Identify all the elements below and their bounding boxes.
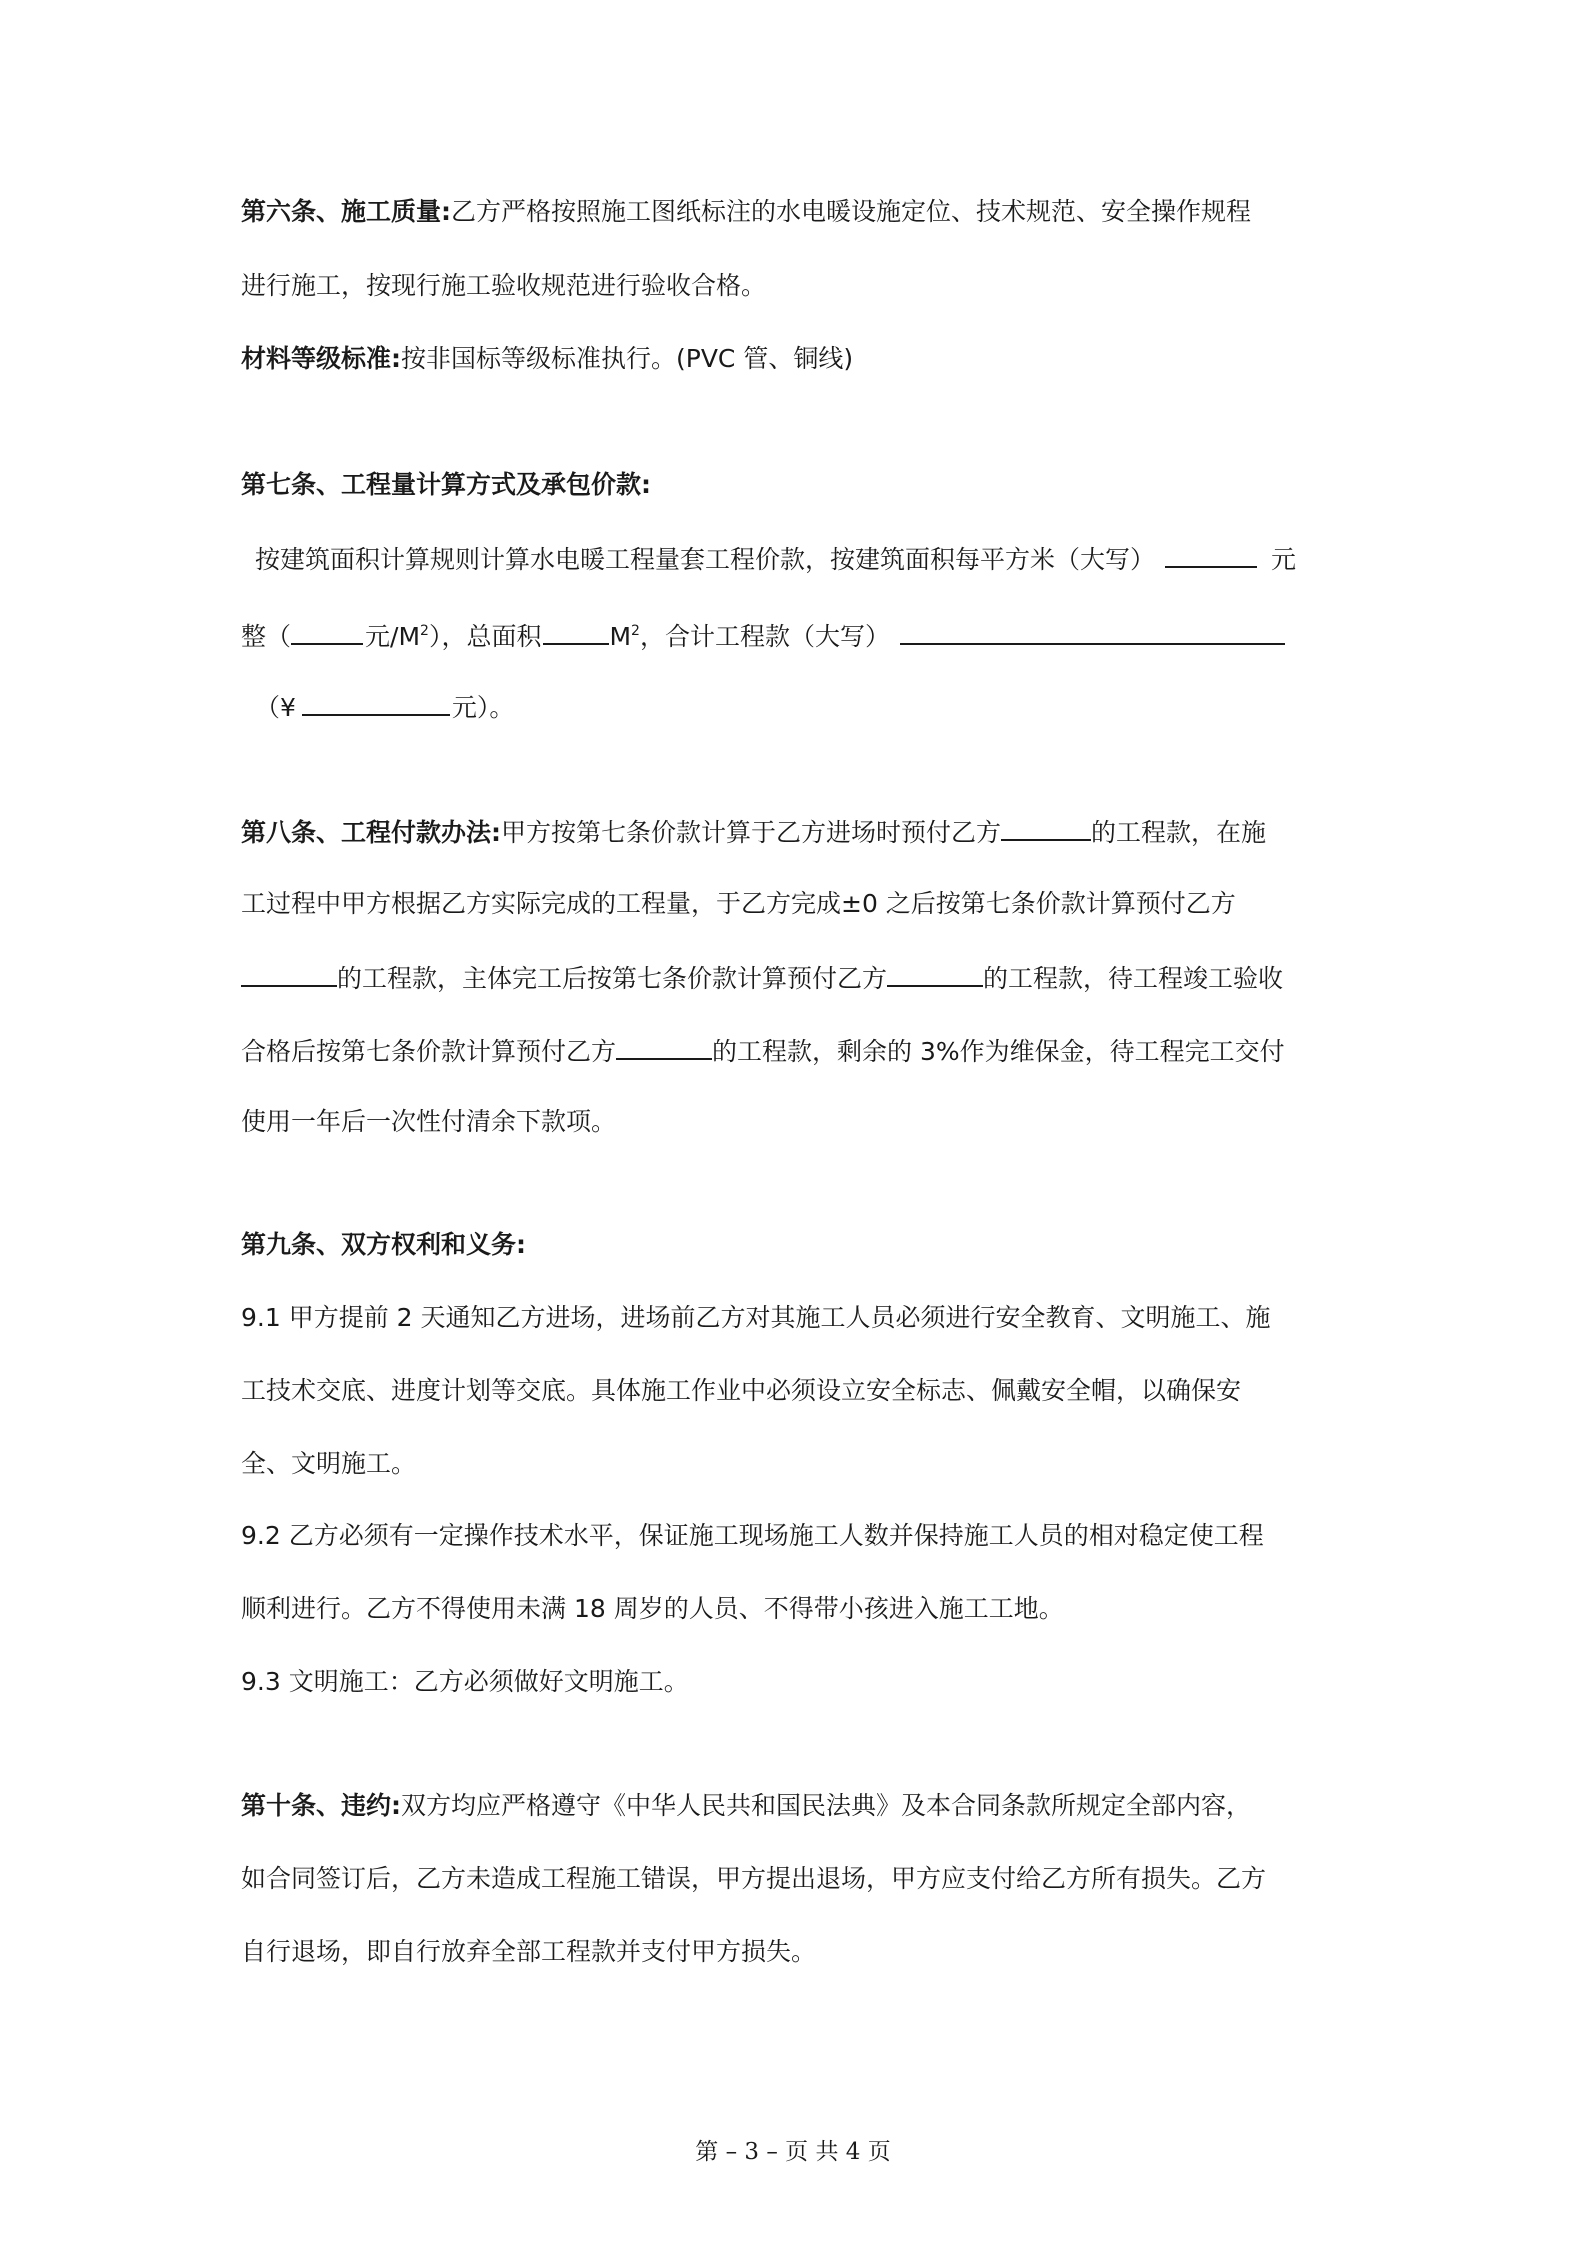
art9-1-line-2: 工技术交底、进度计划等交底。具体施工作业中必须设立安全标志、佩戴安全帽，以确保安 (241, 1376, 1242, 1405)
main-structure-payment-blank[interactable] (887, 959, 983, 987)
art7-total-label: ，合计工程款（大写） (639, 622, 890, 651)
art9-2-line-2: 顺利进行。乙方不得使用未满 18 周岁的人员、不得带小孩进入施工工地。 (241, 1594, 1064, 1623)
art9-3-line: 9.3 文明施工：乙方必须做好文明施工。 (241, 1667, 689, 1696)
art8-text-1a: 甲方按第七条价款计算于乙方进场时预付乙方 (501, 818, 1002, 847)
art7-yuan: 元 (1271, 545, 1297, 574)
art7-yuan-end: 元）。 (451, 693, 515, 722)
art10-line-1 (241, 1788, 1251, 1824)
art6-text-1: 乙方严格按照施工图纸标注的水电暖设施定位、技术规范、安全操作规程 (451, 197, 1252, 226)
art9-1-line-1: 9.1 甲方提前 2 天通知乙方进场，进场前乙方对其施工人员必须进行安全教育、文明施工、施 (241, 1303, 1271, 1332)
art8-text-3b: 的工程款，待工程竣工验收 (983, 964, 1284, 993)
art8-line-5: 使用一年后一次性付清余下款项。 (241, 1107, 617, 1136)
art7-yen: （¥ (255, 693, 296, 722)
yen-amount-blank[interactable] (302, 688, 450, 716)
total-area-blank[interactable] (543, 617, 609, 645)
art8-line-3 (241, 959, 1283, 997)
art6-line-1 (241, 194, 1251, 230)
art7-sup: 2 (420, 623, 429, 639)
art10-text-1: 双方均应严格遵守《中华人民共和国民法典》及本合同条款所规定全部内容， (401, 1791, 1252, 1820)
material-label: 材料等级标准: (241, 344, 401, 373)
unit-price-blank[interactable] (291, 617, 363, 645)
art10-heading: 第十条、违约: (241, 1791, 401, 1820)
art8-line-2: 工过程中甲方根据乙方实际完成的工程量，于乙方完成±0 之后按第七条价款计算预付乙方 (241, 889, 1236, 918)
art7-zheng: 整（ (241, 622, 292, 651)
art7-line-1 (255, 540, 1296, 578)
art7-unit: 元/M (365, 622, 421, 651)
art7-total-area-label: ），总面积 (428, 622, 542, 651)
total-amount-blank[interactable] (900, 617, 1285, 645)
art7-line-3 (255, 688, 514, 726)
after-zero-payment-blank[interactable] (241, 959, 337, 987)
art10-line-2: 如合同签订后，乙方未造成工程施工错误，甲方提出退场，甲方应支付给乙方所有损失。乙方 (241, 1864, 1267, 1893)
art6-heading: 第六条、施工质量: (241, 197, 451, 226)
advance-payment-blank[interactable] (1001, 813, 1091, 841)
art8-line-1 (241, 813, 1266, 851)
art8-text-4b: 的工程款，剩余的 3%作为维保金，待工程完工交付 (712, 1037, 1285, 1066)
art7-sup2: 2 (631, 623, 640, 639)
art9-2-line-1: 9.2 乙方必须有一定操作技术水平，保证施工现场施工人数并保持施工人员的相对稳定使工程 (241, 1521, 1264, 1550)
material-text: 按非国标等级标准执行。(PVC 管、铜线) (401, 344, 854, 373)
acceptance-payment-blank[interactable] (616, 1032, 712, 1060)
art6-material-line (241, 341, 853, 377)
art9-heading: 第九条、双方权利和义务: (241, 1230, 526, 1259)
price-per-sqm-blank[interactable] (1165, 540, 1257, 568)
art8-line-4 (241, 1032, 1285, 1070)
art8-text-1b: 的工程款，在施 (1091, 818, 1267, 847)
page-footer: 第 – 3 – 页 共 4 页 (695, 2139, 891, 2165)
art6-line-2: 进行施工，按现行施工验收规范进行验收合格。 (241, 271, 767, 300)
art10-line-3: 自行退场，即自行放弃全部工程款并支付甲方损失。 (241, 1937, 817, 1966)
art7-heading: 第七条、工程量计算方式及承包价款: (241, 470, 651, 499)
art7-text-1: 按建筑面积计算规则计算水电暖工程量套工程价款，按建筑面积每平方米（大写） (255, 545, 1156, 574)
art7-line-2 (241, 617, 1285, 655)
art7-m: M (609, 622, 632, 651)
art9-1-line-3: 全、文明施工。 (241, 1449, 417, 1478)
art8-text-3a: 的工程款，主体完工后按第七条价款计算预付乙方 (337, 964, 888, 993)
art8-text-4a: 合格后按第七条价款计算预付乙方 (241, 1037, 617, 1066)
art8-heading: 第八条、工程付款办法: (241, 818, 501, 847)
